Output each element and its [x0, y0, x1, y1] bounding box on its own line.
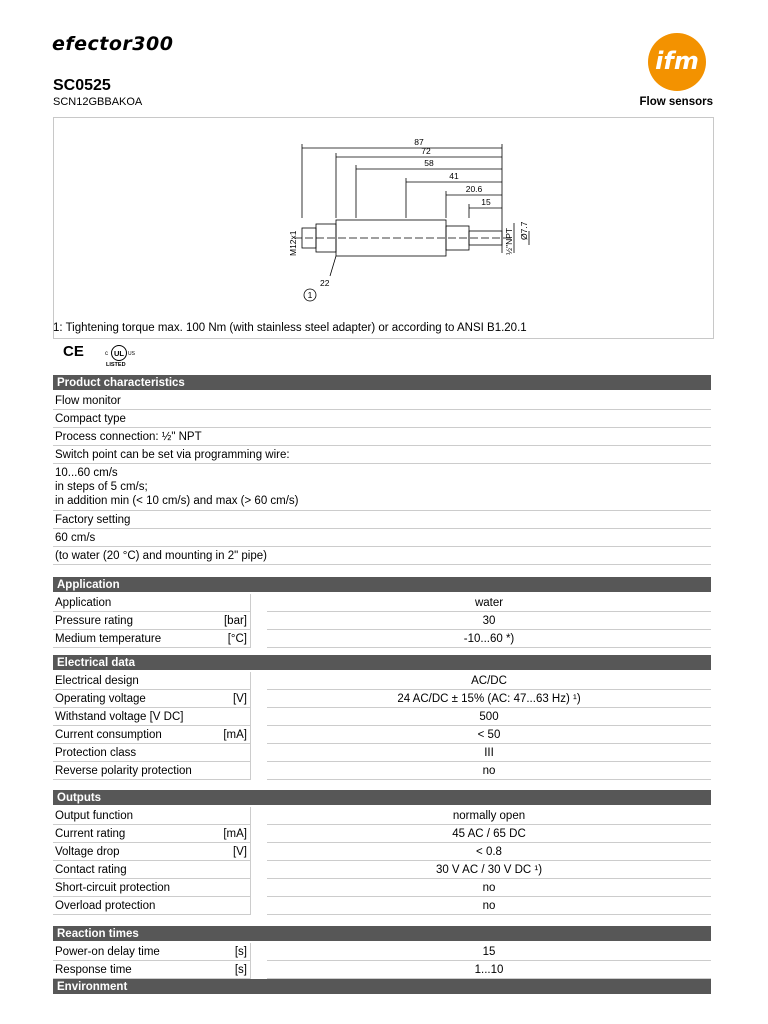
spec-value: 45 AC / 65 DC [267, 825, 711, 843]
section-title-electrical: Electrical data [53, 655, 711, 672]
dim-41: 41 [449, 171, 459, 181]
spec-value: AC/DC [267, 672, 711, 690]
svg-text:c: c [105, 351, 108, 357]
label-callout-1: 1 [307, 290, 313, 300]
spec-unit [211, 762, 251, 780]
section-title-outputs: Outputs [53, 790, 711, 807]
spec-label: Contact rating [53, 861, 211, 879]
ul-listed-icon: UL c US LISTED [100, 344, 140, 375]
label-m12: M12x1 [288, 230, 298, 256]
dim-20-6: 20.6 [465, 184, 483, 194]
spec-unit: [mA] [211, 726, 251, 744]
product-row: Factory setting [53, 511, 711, 529]
section-title-environment: Environment [53, 979, 711, 996]
product-row: Switch point can be set via programming wire: [53, 446, 711, 464]
spec-label: Current consumption [53, 726, 211, 744]
spec-unit [211, 594, 251, 612]
spec-value: no [267, 762, 711, 780]
spec-unit: [bar] [211, 612, 251, 630]
dim-87: 87 [414, 137, 424, 147]
dim-72: 72 [421, 146, 431, 156]
model-number: SC0525 [53, 77, 111, 94]
spec-unit [211, 672, 251, 690]
product-characteristics-table [53, 375, 711, 565]
spec-label: Power-on delay time [53, 943, 211, 961]
spec-value: 15 [267, 943, 711, 961]
spec-unit [211, 897, 251, 915]
spec-unit: [mA] [211, 825, 251, 843]
sensor-drawing-svg [184, 118, 584, 318]
spec-label: Output function [53, 807, 211, 825]
drawing-caption: 1: Tightening torque max. 100 Nm (with stainless steel adapter) or according to ANSI B1.20.1 [53, 322, 527, 334]
label-diameter: Ø7.7 [519, 221, 529, 240]
spec-label: Electrical design [53, 672, 211, 690]
spec-value: 24 AC/DC ± 15% (AC: 47...63 Hz) ¹) [267, 690, 711, 708]
spec-unit: [s] [211, 943, 251, 961]
ifm-logo: ifm [648, 33, 706, 91]
spec-label: Withstand voltage [V DC] [53, 708, 211, 726]
spec-label: Overload protection [53, 897, 211, 915]
spec-value: 1...10 [267, 961, 711, 979]
dim-58: 58 [424, 158, 434, 168]
spec-label: Application [53, 594, 211, 612]
label-npt: ½"NPT [504, 227, 514, 255]
spec-value: 30 [267, 612, 711, 630]
spec-unit: [s] [211, 961, 251, 979]
spec-unit: [V] [211, 690, 251, 708]
spec-value: 500 [267, 708, 711, 726]
spec-value: no [267, 879, 711, 897]
section-title-product: Product characteristics [53, 375, 711, 392]
outputs-table [53, 790, 711, 915]
product-row: Compact type [53, 410, 711, 428]
article-code: SCN12GBBAKOA [53, 96, 143, 108]
product-row: 60 cm/s [53, 529, 711, 547]
spec-value: 30 V AC / 30 V DC ¹) [267, 861, 711, 879]
dim-15: 15 [481, 197, 491, 207]
spec-unit [211, 879, 251, 897]
spec-value: < 50 [267, 726, 711, 744]
spec-unit [211, 744, 251, 762]
product-row: Flow monitor [53, 392, 711, 410]
reaction-times-table [53, 926, 711, 996]
spec-label: Pressure rating [53, 612, 211, 630]
spec-value: water [267, 594, 711, 612]
product-row: Process connection: ½" NPT [53, 428, 711, 446]
section-title-reaction: Reaction times [53, 926, 711, 943]
spec-unit: [V] [211, 843, 251, 861]
svg-text:UL: UL [114, 349, 124, 358]
spec-label: Protection class [53, 744, 211, 762]
dimension-drawing [53, 117, 714, 339]
spec-unit [211, 708, 251, 726]
application-table [53, 577, 711, 648]
brand-logo: efector300 [52, 33, 174, 55]
section-title-application: Application [53, 577, 711, 594]
product-row: (to water (20 °C) and mounting in 2" pipe) [53, 547, 711, 565]
spec-label: Operating voltage [53, 690, 211, 708]
electrical-data-table [53, 655, 711, 780]
spec-label: Reverse polarity protection [53, 762, 211, 780]
spec-label: Response time [53, 961, 211, 979]
spec-unit [211, 861, 251, 879]
spec-value: -10...60 *) [267, 630, 711, 648]
spec-label: Medium temperature [53, 630, 211, 648]
ce-mark-icon: CE [63, 343, 84, 360]
spec-unit: [°C] [211, 630, 251, 648]
spec-value: III [267, 744, 711, 762]
label-wrench-22: 22 [320, 278, 330, 288]
spec-label: Voltage drop [53, 843, 211, 861]
spec-value: no [267, 897, 711, 915]
svg-text:US: US [128, 351, 135, 357]
spec-value: < 0.8 [267, 843, 711, 861]
spec-label: Short-circuit protection [53, 879, 211, 897]
product-category: Flow sensors [639, 96, 713, 108]
product-row: 10...60 cm/s in steps of 5 cm/s; in addition min (< 10 cm/s) and max (> 60 cm/s) [53, 464, 711, 511]
spec-unit [211, 807, 251, 825]
spec-label: Current rating [53, 825, 211, 843]
spec-value: normally open [267, 807, 711, 825]
